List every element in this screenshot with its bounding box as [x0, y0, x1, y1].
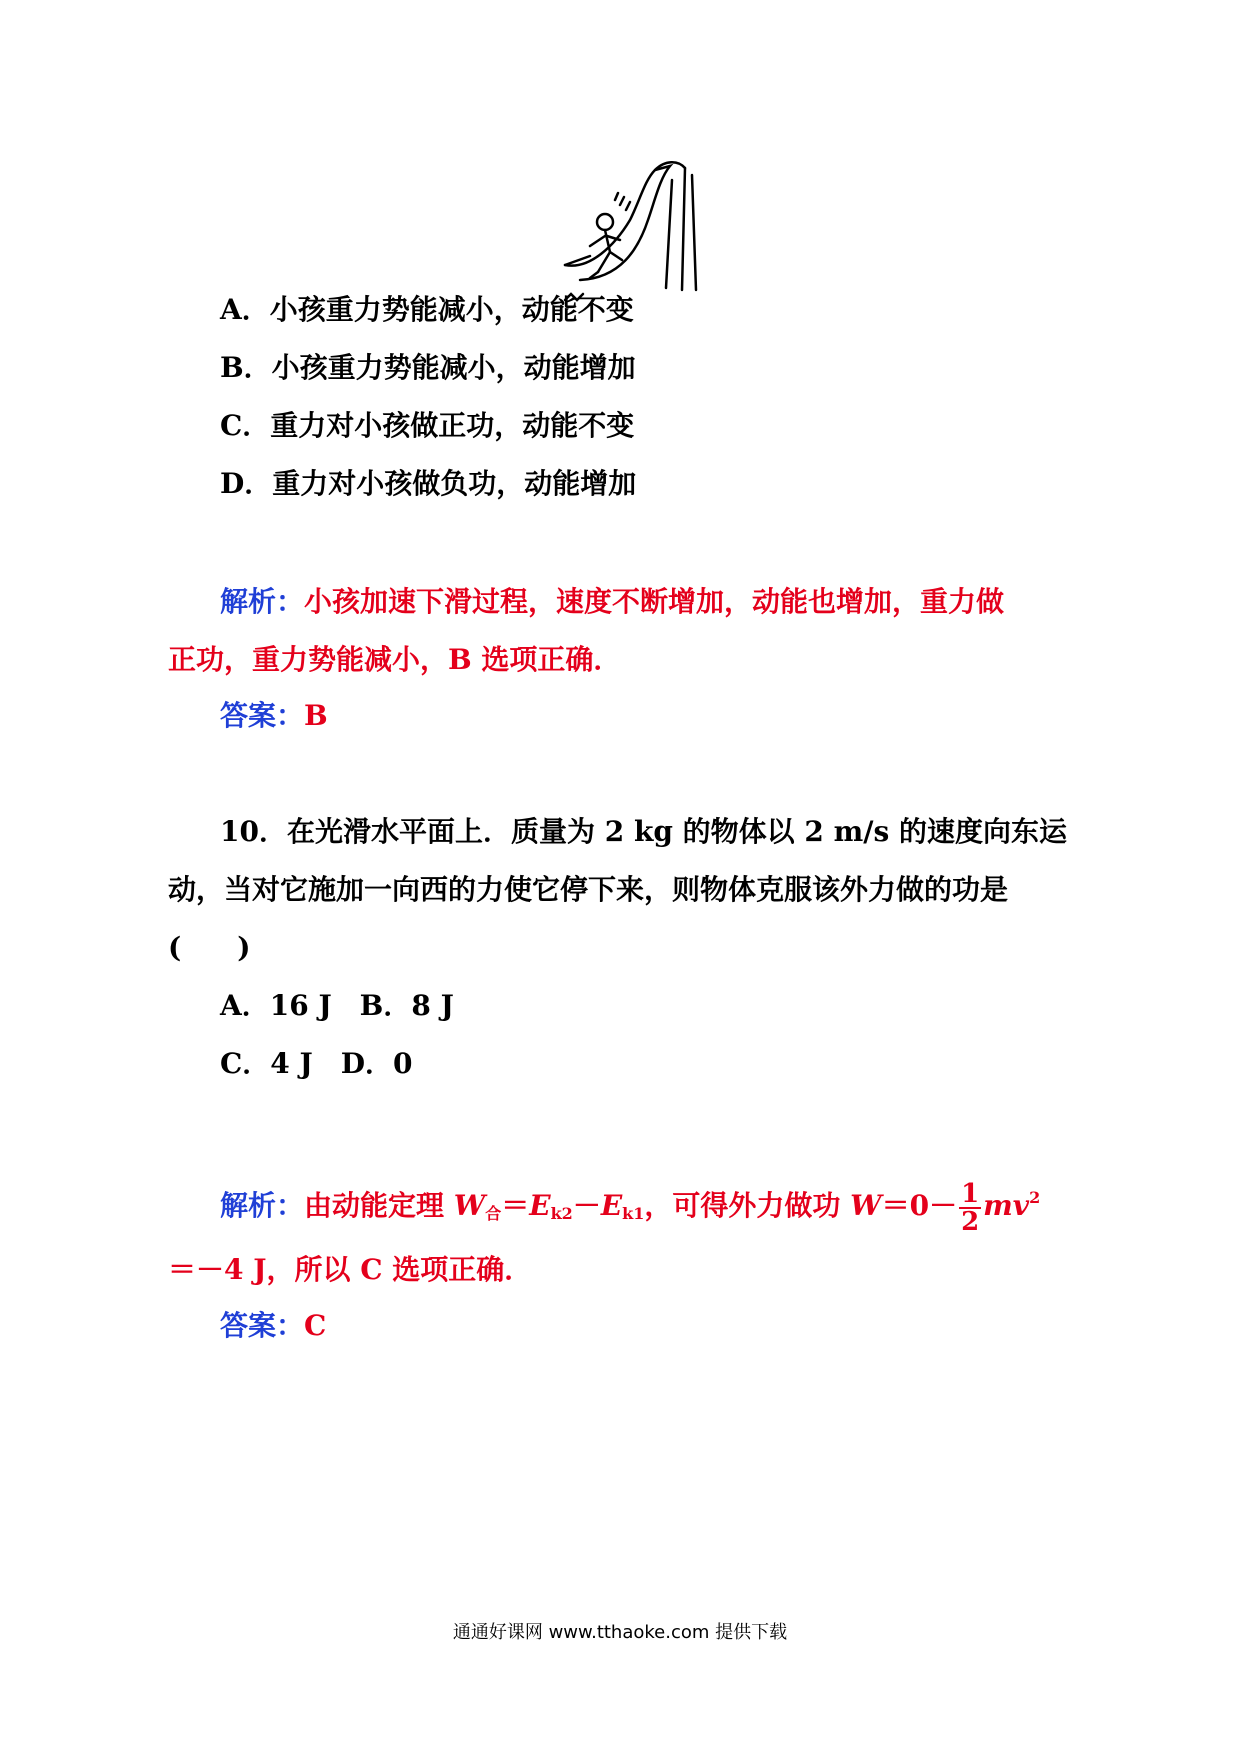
q10-answer-value: C: [304, 1309, 327, 1342]
q10-stem-line2: 动，当对它施加一向西的力使它停下来，则物体克服该外力做的功是: [168, 873, 1009, 906]
q10-frac-num: 1: [961, 1178, 980, 1209]
q10-answer: [220, 1306, 326, 1346]
q10-eq: ＝: [501, 1189, 530, 1222]
q9-answer-label: 答案：: [220, 699, 305, 732]
q9-option-a: A．小孩重力势能减小，动能不变: [220, 293, 634, 326]
q10-analysis-text2: ，可得外力做功: [644, 1189, 851, 1222]
q10-answer-label: 答案：: [220, 1309, 305, 1342]
q9-option-b: B．小孩重力势能减小，动能增加: [220, 351, 636, 384]
slide-illustration: [560, 160, 740, 305]
q10-minus: －: [572, 1189, 601, 1222]
q10-mv: mv: [983, 1189, 1030, 1222]
q10-w-eq: ＝0－: [881, 1189, 958, 1222]
q9-answer-value: B: [304, 699, 328, 732]
q10-k2: k2: [550, 1204, 573, 1223]
q9-analysis-line1: [220, 582, 1004, 622]
q10-ek2: E: [529, 1189, 551, 1222]
q10-frac-den: 2: [961, 1206, 980, 1237]
q9-analysis-line2: 正功，重力势能减小，B 选项正确．: [168, 643, 622, 676]
q10-k1: k1: [622, 1204, 645, 1223]
q10-stem-line1: 10．在光滑水平面上．质量为 2 kg 的物体以 2 m/s 的速度向东运: [220, 815, 1068, 848]
q10-w: W: [453, 1189, 486, 1222]
q9-option-c: C．重力对小孩做正功，动能不变: [220, 409, 635, 442]
q10-fraction: [959, 1178, 981, 1237]
q10-analysis-line1: [220, 1172, 1040, 1240]
page-footer: 通通好课网 www.tthaoke.com 提供下载: [452, 1622, 788, 1643]
q9-answer: [220, 696, 328, 736]
q9-option-d: D．重力对小孩做负功，动能增加: [220, 467, 637, 500]
q10-options-line2: C．4 J D．0: [220, 1047, 413, 1080]
q10-options-line1: A．16 J B．8 J: [220, 989, 454, 1022]
q9-analysis-text: 小孩加速下滑过程，速度不断增加，动能也增加，重力做: [304, 585, 1005, 618]
q9-analysis-label: 解析：: [220, 585, 305, 618]
q10-sq: 2: [1029, 1188, 1041, 1207]
q10-stem-line3: ( ): [168, 931, 251, 964]
q10-analysis-line2: ＝－4 J，所以 C 选项正确．: [168, 1253, 533, 1286]
q10-he: 合: [485, 1204, 502, 1223]
q10-ek1: E: [600, 1189, 623, 1222]
q10-analysis-label: 解析：: [220, 1189, 305, 1222]
q10-analysis-text1: 由动能定理: [304, 1189, 454, 1222]
q10-w2: W: [850, 1189, 882, 1222]
